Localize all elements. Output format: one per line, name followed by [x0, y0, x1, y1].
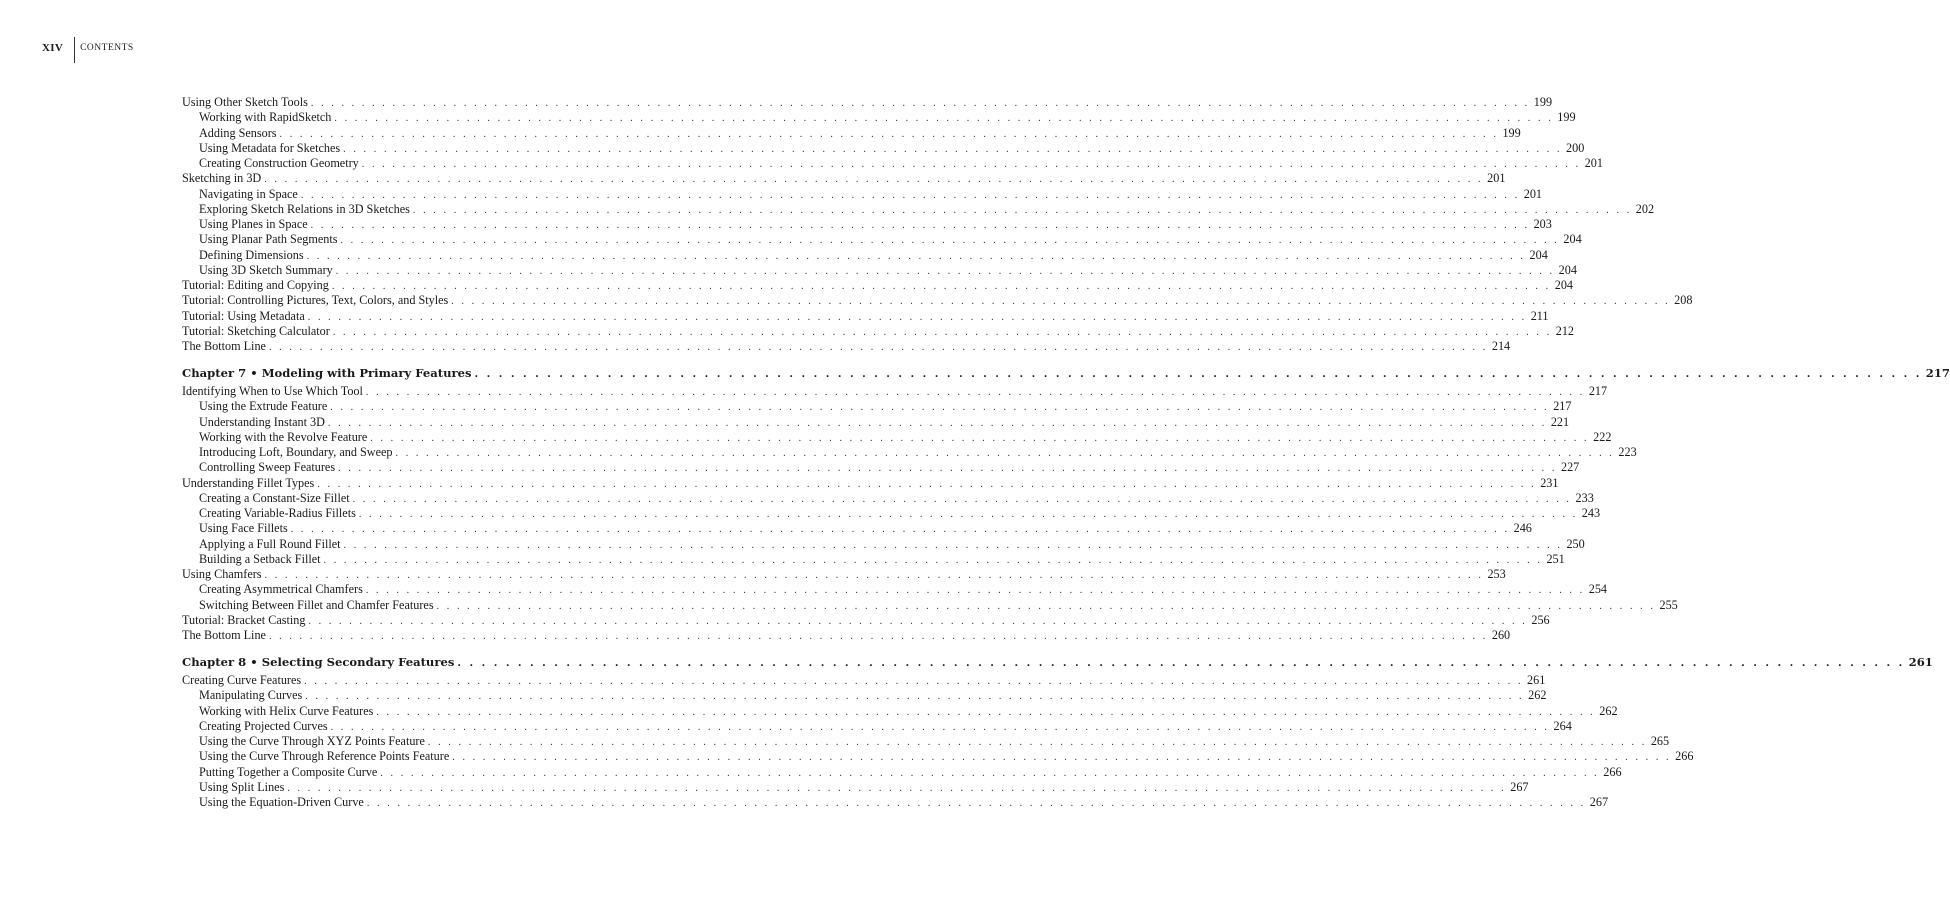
dot-leader: . . . . . . . . . . . . . . . . . . . . . . . . . . . . . . . . . . . . . . . . . . . . . . . . . . . . . . . . . . . . . . . . . . . . . . . . . . . . . . . . . . . . . . . . . . . . . . . . . . . . . . . . . . . . . . . . . . . . . . . .	[268, 342, 1488, 353]
toc-entry-page: 251	[1546, 551, 1565, 566]
toc-entry[interactable]	[182, 612, 1550, 628]
toc-entry[interactable]	[182, 278, 1574, 293]
dot-leader: . . . . . . . . . . . . . . . . . . . . . . . . . . . . . . . . . . . . . . . . . . . . . . . . . . . . . . . . . . . . . . . . . . . . . . . . . . . . . . . . . . . . . . . . . . . . . . . . . . . . . . . . . . . . . . . . . . . . . . . .	[361, 159, 1581, 170]
toc-entry-page: 256	[1531, 612, 1550, 627]
dot-leader: . . . . . . . . . . . . . . . . . . . . . . . . . . . . . . . . . . . . . . . . . . . . . . . . . . . . . . . . . . . . . . . . . . . . . . . . . . . . . . . . . . . . . . . . . . . . . . . . . . . . . . . . . . . . . . . . . . . . . . . .	[305, 691, 1525, 703]
toc-entry[interactable]	[182, 703, 1618, 719]
toc-entry-page: 203	[1533, 217, 1552, 231]
toc-entry-title: Introducing Loft, Boundary, and Sweep	[199, 445, 393, 460]
toc-entry-title: Using Planar Path Segments	[199, 232, 338, 247]
toc-entry[interactable]	[182, 764, 1622, 780]
dot-leader: . . . . . . . . . . . . . . . . . . . . . . . . . . . . . . . . . . . . . . . . . . . . . . . . . . . . . . . . . . . . . . . . . . . . . . . . . . . . . . . . . . . . . . . . . . . . . . . . . . . . . . . . . . . . . . . . . . . . . . . .	[308, 615, 1528, 627]
toc-entry[interactable]	[182, 110, 1576, 125]
toc-entry-page: 201	[1584, 156, 1603, 170]
dot-leader: . . . . . . . . . . . . . . . . . . . . . . . . . . . . . . . . . . . . . . . . . . . . . . . . . . . . . . . . . . . . . . . . . . . . . . . . . . . . . . . . . . . . . . . . . . . . . . . . . . . . . . . . . . . . . . . . . . . . . . . .	[457, 657, 1905, 670]
toc-entry-title: Exploring Sketch Relations in 3D Sketches	[199, 201, 410, 216]
toc-entry-page: 254	[1588, 582, 1607, 597]
dot-leader: . . . . . . . . . . . . . . . . . . . . . . . . . . . . . . . . . . . . . . . . . . . . . . . . . . . . . . . . . . . . . . . . . . . . . . . . . . . . . . . . . . . . . . . . . . . . . . . . . . . . . . . . . . . . . . . . . . . . . . . .	[268, 631, 1488, 643]
toc-entry-page: 204	[1529, 247, 1548, 262]
toc-entry[interactable]	[182, 217, 1552, 232]
toc-entry-title: Creating a Constant-Size Fillet	[199, 490, 350, 505]
toc-entry-page: 208	[1674, 293, 1693, 308]
toc-entry-page: 246	[1513, 521, 1532, 536]
dot-leader: . . . . . . . . . . . . . . . . . . . . . . . . . . . . . . . . . . . . . . . . . . . . . . . . . . . . . . . . . . . . . . . . . . . . . . . . . . . . . . . . . . . . . . . . . . . . . . . . . . . . . . . . . . . . . . . . . . . . . . . .	[452, 752, 1672, 764]
toc-entry-page: 214	[1491, 339, 1511, 353]
toc-entry-page: 204	[1558, 262, 1577, 277]
toc-entry[interactable]	[182, 460, 1580, 475]
toc-entry-title: Manipulating Curves	[199, 688, 303, 703]
toc-chapter-heading[interactable]	[182, 655, 1933, 671]
toc-entry[interactable]	[182, 536, 1585, 552]
dot-leader: . . . . . . . . . . . . . . . . . . . . . . . . . . . . . . . . . . . . . . . . . . . . . . . . . . . . . . . . . . . . . . . . . . . . . . . . . . . . . . . . . . . . . . . . . . . . . . . . . . . . . . . . . . . . . . . . . . . . . . . .	[338, 463, 1557, 475]
toc-entry-page: 261	[1527, 673, 1546, 688]
toc-entry-page: 211	[1530, 308, 1549, 323]
toc-entry[interactable]	[182, 506, 1601, 521]
toc-entry[interactable]	[182, 308, 1549, 324]
dot-leader: . . . . . . . . . . . . . . . . . . . . . . . . . . . . . . . . . . . . . . . . . . . . . . . . . . . . . . . . . . . . . . . . . . . . . . . . . . . . . . . . . . . . . . . . . . . . . . . . . . . . . . . . . . . . . . . . . . . . . . . .	[340, 235, 1560, 247]
dot-leader: . . . . . . . . . . . . . . . . . . . . . . . . . . . . . . . . . . . . . . . . . . . . . . . . . . . . . . . . . . . . . . . . . . . . . . . . . . . . . . . . . . . . . . . . . . . . . . . . . . . . . . . . . . . . . . . . . . . . . . . .	[317, 478, 1537, 490]
toc-entry[interactable]	[182, 247, 1548, 263]
dot-leader: . . . . . . . . . . . . . . . . . . . . . . . . . . . . . . . . . . . . . . . . . . . . . . . . . . . . . . . . . . . . . . . . . . . . . . . . . . . . . . . . . . . . . . . . . . . . . . . . . . . . . . . . . . . . . . . . . . . . . . . .	[358, 509, 1578, 521]
toc-entry-page: 265	[1650, 734, 1670, 749]
dot-leader: . . . . . . . . . . . . . . . . . . . . . . . . . . . . . . . . . . . . . . . . . . . . . . . . . . . . . . . . . . . . . . . . . . . . . . . . . . . . . . . . . . . . . . . . . . . . . . . . . . . . . . . . . . . . . . . . . . . . . . . .	[376, 706, 1596, 718]
toc-entry-page: 202	[1635, 201, 1655, 216]
toc-entry-title: Tutorial: Controlling Pictures, Text, Colors, and Styles	[182, 293, 449, 308]
toc-entry-page: 223	[1618, 445, 1637, 460]
toc-entry-page: 201	[1523, 186, 1543, 201]
toc-entry-title: Creating Variable-Radius Fillets	[199, 506, 356, 521]
toc-entry-page: 266	[1603, 764, 1622, 779]
toc-entry-page: 233	[1575, 490, 1594, 505]
dot-leader: . . . . . . . . . . . . . . . . . . . . . . . . . . . . . . . . . . . . . . . . . . . . . . . . . . . . . . . . . . . . . . . . . . . . . . . . . . . . . . . . . . . . . . . . . . . . . . . . . . . . . . . . . . . . . . . . . . . . . . . .	[279, 128, 1499, 140]
toc-entry-title: Using the Equation-Driven Curve	[199, 795, 364, 810]
toc-entry[interactable]	[182, 445, 1637, 460]
toc-entry-page: 217	[1925, 366, 1950, 381]
toc-entry[interactable]	[182, 156, 1603, 171]
dot-leader: . . . . . . . . . . . . . . . . . . . . . . . . . . . . . . . . . . . . . . . . . . . . . . . . . . . . . . . . . . . . . . . . . . . . . . . . . . . . . . . . . . . . . . . . . . . . . . . . . . . . . . . . . . . . . . . . . . . . . . . .	[343, 143, 1563, 155]
toc-entry[interactable]	[182, 323, 1575, 339]
toc-chapter-heading[interactable]	[182, 366, 1950, 382]
toc-entry-page: 212	[1555, 323, 1575, 338]
dot-leader: . . . . . . . . . . . . . . . . . . . . . . . . . . . . . . . . . . . . . . . . . . . . . . . . . . . . . . . . . . . . . . . . . . . . . . . . . . . . . . . . . . . . . . . . . . . . . . . . . . . . . . . . . . . . . . . . . . . . . . . .	[436, 600, 1656, 612]
toc-entry-title: Using Other Sketch Tools	[182, 95, 308, 109]
toc-entry[interactable]	[182, 475, 1559, 491]
toc-entry-title: Working with Helix Curve Features	[199, 703, 374, 718]
toc-entry-title: The Bottom Line	[182, 339, 266, 353]
toc-entry-title: Building a Setback Fillet	[199, 551, 321, 566]
dot-leader: . . . . . . . . . . . . . . . . . . . . . . . . . . . . . . . . . . . . . . . . . . . . . . . . . . . . . . . . . . . . . . . . . . . . . . . . . . . . . . . . . . . . . . . . . . . . . . . . . . . . . . . . . . . . . . . . . . . . . . . .	[334, 113, 1554, 125]
dot-leader: . . . . . . . . . . . . . . . . . . . . . . . . . . . . . . . . . . . . . . . . . . . . . . . . . . . . . . . . . . . . . . . . . . . . . . . . . . . . . . . . . . . . . . . . . . . . . . . . . . . . . . . . . . . . . . . . . . . . . . . .	[352, 493, 1572, 505]
toc-entry[interactable]	[182, 232, 1582, 247]
dot-leader: . . . . . . . . . . . . . . . . . . . . . . . . . . . . . . . . . . . . . . . . . . . . . . . . . . . . . . . . . . . . . . . . . . . . . . . . . . . . . . . . . . . . . . . . . . . . . . . . . . . . . . . . . . . . . . . . . . . . . . . .	[264, 174, 1484, 186]
toc-entry[interactable]	[182, 293, 1693, 308]
dot-leader: . . . . . . . . . . . . . . . . . . . . . . . . . . . . . . . . . . . . . . . . . . . . . . . . . . . . . . . . . . . . . . . . . . . . . . . . . . . . . . . . . . . . . . . . . . . . . . . . . . . . . . . . . . . . . . . . . . . . . . . .	[427, 737, 1647, 749]
dot-leader: . . . . . . . . . . . . . . . . . . . . . . . . . . . . . . . . . . . . . . . . . . . . . . . . . . . . . . . . . . . . . . . . . . . . . . . . . . . . . . . . . . . . . . . . . . . . . . . . . . . . . . . . . . . . . . . . . . . . . . . .	[264, 570, 1484, 582]
toc-entry-page: 199	[1557, 110, 1576, 125]
toc-entry[interactable]	[182, 125, 1521, 141]
dot-leader: . . . . . . . . . . . . . . . . . . . . . . . . . . . . . . . . . . . . . . . . . . . . . . . . . . . . . . . . . . . . . . . . . . . . . . . . . . . . . . . . . . . . . . . . . . . . . . . . . . . . . . . . . . . . . . . . . . . . . . . .	[332, 326, 1552, 338]
toc-entry[interactable]	[182, 673, 1546, 688]
running-header	[42, 37, 134, 63]
toc-entry[interactable]	[182, 429, 1612, 445]
toc-entry[interactable]	[182, 551, 1565, 567]
toc-entry-page: 261	[1908, 655, 1933, 670]
toc-entry-title: Switching Between Fillet and Chamfer Features	[199, 597, 434, 612]
chapter-spacer	[182, 643, 654, 655]
toc-entry[interactable]	[182, 171, 1506, 186]
dot-leader: . . . . . . . . . . . . . . . . . . . . . . . . . . . . . . . . . . . . . . . . . . . . . . . . . . . . . . . . . . . . . . . . . . . . . . . . . . . . . . . . . . . . . . . . . . . . . . . . . . . . . . . . . . . . . . . . . . . . . . . .	[474, 368, 1922, 381]
dot-leader: . . . . . . . . . . . . . . . . . . . . . . . . . . . . . . . . . . . . . . . . . . . . . . . . . . . . . . . . . . . . . . . . . . . . . . . . . . . . . . . . . . . . . . . . . . . . . . . . . . . . . . . . . . . . . . . . . . . . . . . .	[330, 402, 1550, 414]
toc-entry-page: 204	[1554, 278, 1574, 292]
toc-entry-page: 217	[1588, 384, 1608, 399]
table-of-contents	[182, 95, 1950, 810]
toc-entry-title: Tutorial: Using Metadata	[182, 308, 305, 323]
section-label: CONTENTS	[80, 43, 134, 53]
dot-leader: . . . . . . . . . . . . . . . . . . . . . . . . . . . . . . . . . . . . . . . . . . . . . . . . . . . . . . . . . . . . . . . . . . . . . . . . . . . . . . . . . . . . . . . . . . . . . . . . . . . . . . . . . . . . . . . . . . . . . . . .	[395, 448, 1615, 460]
toc-entry[interactable]	[182, 95, 1553, 110]
toc-entry-page: 217	[1553, 399, 1572, 414]
dot-leader: . . . . . . . . . . . . . . . . . . . . . . . . . . . . . . . . . . . . . . . . . . . . . . . . . . . . . . . . . . . . . . . . . . . . . . . . . . . . . . . . . . . . . . . . . . . . . . . . . . . . . . . . . . . . . . . . . . . . . . . .	[287, 782, 1507, 794]
toc-entry-title: Using Face Fillets	[199, 521, 288, 536]
toc-entry[interactable]	[182, 414, 1570, 430]
toc-entry[interactable]	[182, 628, 1511, 643]
toc-entry[interactable]	[182, 186, 1543, 202]
toc-entry-title: Navigating in Space	[199, 186, 298, 201]
toc-entry[interactable]	[182, 521, 1532, 536]
toc-entry-title: Sketching in 3D	[182, 171, 262, 186]
toc-entry-page: 200	[1566, 140, 1585, 155]
toc-entry-page: 199	[1533, 95, 1553, 109]
toc-entry-title: Using the Extrude Feature	[199, 399, 328, 414]
toc-entry-page: 264	[1553, 718, 1572, 733]
toc-entry-title: Working with the Revolve Feature	[199, 429, 368, 444]
dot-leader: . . . . . . . . . . . . . . . . . . . . . . . . . . . . . . . . . . . . . . . . . . . . . . . . . . . . . . . . . . . . . . . . . . . . . . . . . . . . . . . . . . . . . . . . . . . . . . . . . . . . . . . . . . . . . . . . . . . . . . . .	[310, 98, 1530, 109]
toc-entry-title: Creating Curve Features	[182, 673, 302, 688]
toc-entry-title: The Bottom Line	[182, 628, 266, 643]
toc-entry-title: Identifying When to Use Which Tool	[182, 384, 363, 399]
toc-entry[interactable]	[182, 567, 1506, 582]
dot-leader: . . . . . . . . . . . . . . . . . . . . . . . . . . . . . . . . . . . . . . . . . . . . . . . . . . . . . . . . . . . . . . . . . . . . . . . . . . . . . . . . . . . . . . . . . . . . . . . . . . . . . . . . . . . . . . . . . . . . . . . .	[327, 417, 1547, 429]
toc-entry-title: Adding Sensors	[199, 125, 277, 140]
toc-entry-page: 201	[1487, 171, 1506, 186]
toc-entry-page: 204	[1563, 232, 1582, 247]
dot-leader: . . . . . . . . . . . . . . . . . . . . . . . . . . . . . . . . . . . . . . . . . . . . . . . . . . . . . . . . . . . . . . . . . . . . . . . . . . . . . . . . . . . . . . . . . . . . . . . . . . . . . . . . . . . . . . . . . . . . . . . .	[380, 767, 1600, 779]
toc-entry-title: Using Split Lines	[199, 779, 285, 794]
toc-entry-page: 260	[1491, 628, 1511, 643]
toc-entry-page: 222	[1593, 429, 1612, 444]
toc-entry-page: 221	[1550, 414, 1570, 429]
toc-entry-title: Tutorial: Sketching Calculator	[182, 323, 330, 338]
dot-leader: . . . . . . . . . . . . . . . . . . . . . . . . . . . . . . . . . . . . . . . . . . . . . . . . . . . . . . . . . . . . . . . . . . . . . . . . . . . . . . . . . . . . . . . . . . . . . . . . . . . . . . . . . . . . . . . . . . . . . . . .	[370, 432, 1590, 444]
toc-entry-title: Using Metadata for Sketches	[199, 140, 341, 155]
toc-entry-page: 243	[1581, 506, 1601, 521]
toc-entry-title: Chapter 7 • Modeling with Primary Features	[182, 366, 472, 381]
toc-entry-page: 255	[1659, 597, 1678, 612]
toc-entry-title: Using Planes in Space	[199, 217, 308, 231]
toc-entry-page: 250	[1566, 536, 1585, 551]
dot-leader: . . . . . . . . . . . . . . . . . . . . . . . . . . . . . . . . . . . . . . . . . . . . . . . . . . . . . . . . . . . . . . . . . . . . . . . . . . . . . . . . . . . . . . . . . . . . . . . . . . . . . . . . . . . . . . . . . . . . . . . .	[365, 585, 1585, 597]
toc-entry-page: 262	[1599, 703, 1618, 718]
toc-entry-title: Using Chamfers	[182, 567, 262, 582]
toc-entry[interactable]	[182, 339, 1511, 354]
toc-entry[interactable]	[182, 582, 1607, 597]
toc-entry-title: Tutorial: Editing and Copying	[182, 278, 329, 292]
dot-leader: . . . . . . . . . . . . . . . . . . . . . . . . . . . . . . . . . . . . . . . . . . . . . . . . . . . . . . . . . . . . . . . . . . . . . . . . . . . . . . . . . . . . . . . . . . . . . . . . . . . . . . . . . . . . . . . . . . . . . . . .	[306, 250, 1526, 262]
toc-entry[interactable]	[182, 384, 1608, 399]
toc-entry-title: Putting Together a Composite Curve	[199, 764, 378, 779]
chapter-spacer	[182, 354, 654, 366]
dot-leader: . . . . . . . . . . . . . . . . . . . . . . . . . . . . . . . . . . . . . . . . . . . . . . . . . . . . . . . . . . . . . . . . . . . . . . . . . . . . . . . . . . . . . . . . . . . . . . . . . . . . . . . . . . . . . . . . . . . . . . . .	[412, 204, 1632, 216]
dot-leader: . . . . . . . . . . . . . . . . . . . . . . . . . . . . . . . . . . . . . . . . . . . . . . . . . . . . . . . . . . . . . . . . . . . . . . . . . . . . . . . . . . . . . . . . . . . . . . . . . . . . . . . . . . . . . . . . . . . . . . . .	[310, 220, 1530, 231]
toc-entry[interactable]	[182, 688, 1547, 703]
toc-entry[interactable]	[182, 262, 1577, 278]
toc-entry-title: Using 3D Sketch Summary	[199, 262, 333, 277]
dot-leader: . . . . . . . . . . . . . . . . . . . . . . . . . . . . . . . . . . . . . . . . . . . . . . . . . . . . . . . . . . . . . . . . . . . . . . . . . . . . . . . . . . . . . . . . . . . . . . . . . . . . . . . . . . . . . . . . . . . . . . . .	[300, 189, 1520, 201]
toc-entry-title: Understanding Fillet Types	[182, 475, 315, 490]
toc-entry[interactable]	[182, 490, 1594, 506]
dot-leader: . . . . . . . . . . . . . . . . . . . . . . . . . . . . . . . . . . . . . . . . . . . . . . . . . . . . . . . . . . . . . . . . . . . . . . . . . . . . . . . . . . . . . . . . . . . . . . . . . . . . . . . . . . . . . . . . . . . . . . . .	[366, 798, 1586, 810]
toc-entry-page: 267	[1589, 795, 1609, 810]
dot-leader: . . . . . . . . . . . . . . . . . . . . . . . . . . . . . . . . . . . . . . . . . . . . . . . . . . . . . . . . . . . . . . . . . . . . . . . . . . . . . . . . . . . . . . . . . . . . . . . . . . . . . . . . . . . . . . . . . . . . . . . .	[335, 265, 1555, 277]
toc-entry-page: 227	[1560, 460, 1580, 475]
toc-entry-title: Chapter 8 • Selecting Secondary Features	[182, 655, 455, 670]
dot-leader: . . . . . . . . . . . . . . . . . . . . . . . . . . . . . . . . . . . . . . . . . . . . . . . . . . . . . . . . . . . . . . . . . . . . . . . . . . . . . . . . . . . . . . . . . . . . . . . . . . . . . . . . . . . . . . . . . . . . . . . .	[290, 524, 1510, 536]
dot-leader: . . . . . . . . . . . . . . . . . . . . . . . . . . . . . . . . . . . . . . . . . . . . . . . . . . . . . . . . . . . . . . . . . . . . . . . . . . . . . . . . . . . . . . . . . . . . . . . . . . . . . . . . . . . . . . . . . . . . . . . .	[323, 554, 1543, 566]
toc-entry-page: 253	[1487, 567, 1506, 582]
dot-leader: . . . . . . . . . . . . . . . . . . . . . . . . . . . . . . . . . . . . . . . . . . . . . . . . . . . . . . . . . . . . . . . . . . . . . . . . . . . . . . . . . . . . . . . . . . . . . . . . . . . . . . . . . . . . . . . . . . . . . . . .	[365, 387, 1585, 399]
dot-leader: . . . . . . . . . . . . . . . . . . . . . . . . . . . . . . . . . . . . . . . . . . . . . . . . . . . . . . . . . . . . . . . . . . . . . . . . . . . . . . . . . . . . . . . . . . . . . . . . . . . . . . . . . . . . . . . . . . . . . . . .	[451, 296, 1671, 308]
toc-entry[interactable]	[182, 597, 1678, 613]
toc-entry[interactable]	[182, 779, 1529, 795]
toc-entry-title: Creating Construction Geometry	[199, 156, 359, 170]
page-number: XIV	[42, 42, 64, 54]
toc-entry[interactable]	[182, 201, 1655, 217]
toc-entry[interactable]	[182, 399, 1572, 414]
toc-entry-page: 262	[1528, 688, 1547, 703]
toc-entry-page: 266	[1675, 749, 1694, 764]
toc-entry[interactable]	[182, 749, 1694, 764]
toc-entry-title: Working with RapidSketch	[199, 110, 332, 125]
toc-entry[interactable]	[182, 734, 1670, 749]
dot-leader: . . . . . . . . . . . . . . . . . . . . . . . . . . . . . . . . . . . . . . . . . . . . . . . . . . . . . . . . . . . . . . . . . . . . . . . . . . . . . . . . . . . . . . . . . . . . . . . . . . . . . . . . . . . . . . . . . . . . . . . .	[304, 676, 1524, 688]
dot-leader: . . . . . . . . . . . . . . . . . . . . . . . . . . . . . . . . . . . . . . . . . . . . . . . . . . . . . . . . . . . . . . . . . . . . . . . . . . . . . . . . . . . . . . . . . . . . . . . . . . . . . . . . . . . . . . . . . . . . . . . .	[331, 281, 1551, 292]
toc-entry-title: Creating Projected Curves	[199, 718, 328, 733]
toc-entry[interactable]	[182, 140, 1585, 156]
dot-leader: . . . . . . . . . . . . . . . . . . . . . . . . . . . . . . . . . . . . . . . . . . . . . . . . . . . . . . . . . . . . . . . . . . . . . . . . . . . . . . . . . . . . . . . . . . . . . . . . . . . . . . . . . . . . . . . . . . . . . . . .	[307, 311, 1527, 323]
toc-entry-title: Defining Dimensions	[199, 247, 304, 262]
toc-entry-title: Creating Asymmetrical Chamfers	[199, 582, 363, 597]
toc-entry-title: Applying a Full Round Fillet	[199, 536, 341, 551]
toc-entry-page: 267	[1510, 779, 1529, 794]
toc-entry-title: Controlling Sweep Features	[199, 460, 336, 475]
toc-entry-page: 231	[1540, 475, 1559, 490]
toc-entry[interactable]	[182, 718, 1572, 734]
toc-entry[interactable]	[182, 795, 1609, 810]
dot-leader: . . . . . . . . . . . . . . . . . . . . . . . . . . . . . . . . . . . . . . . . . . . . . . . . . . . . . . . . . . . . . . . . . . . . . . . . . . . . . . . . . . . . . . . . . . . . . . . . . . . . . . . . . . . . . . . . . . . . . . . .	[343, 539, 1563, 551]
toc-entry-title: Understanding Instant 3D	[199, 414, 325, 429]
toc-entry-page: 199	[1502, 125, 1521, 140]
toc-entry-title: Using the Curve Through Reference Points Feature	[199, 749, 450, 764]
dot-leader: . . . . . . . . . . . . . . . . . . . . . . . . . . . . . . . . . . . . . . . . . . . . . . . . . . . . . . . . . . . . . . . . . . . . . . . . . . . . . . . . . . . . . . . . . . . . . . . . . . . . . . . . . . . . . . . . . . . . . . . .	[330, 721, 1550, 733]
toc-entry-title: Using the Curve Through XYZ Points Feature	[199, 734, 425, 749]
toc-entry-title: Tutorial: Bracket Casting	[182, 612, 306, 627]
